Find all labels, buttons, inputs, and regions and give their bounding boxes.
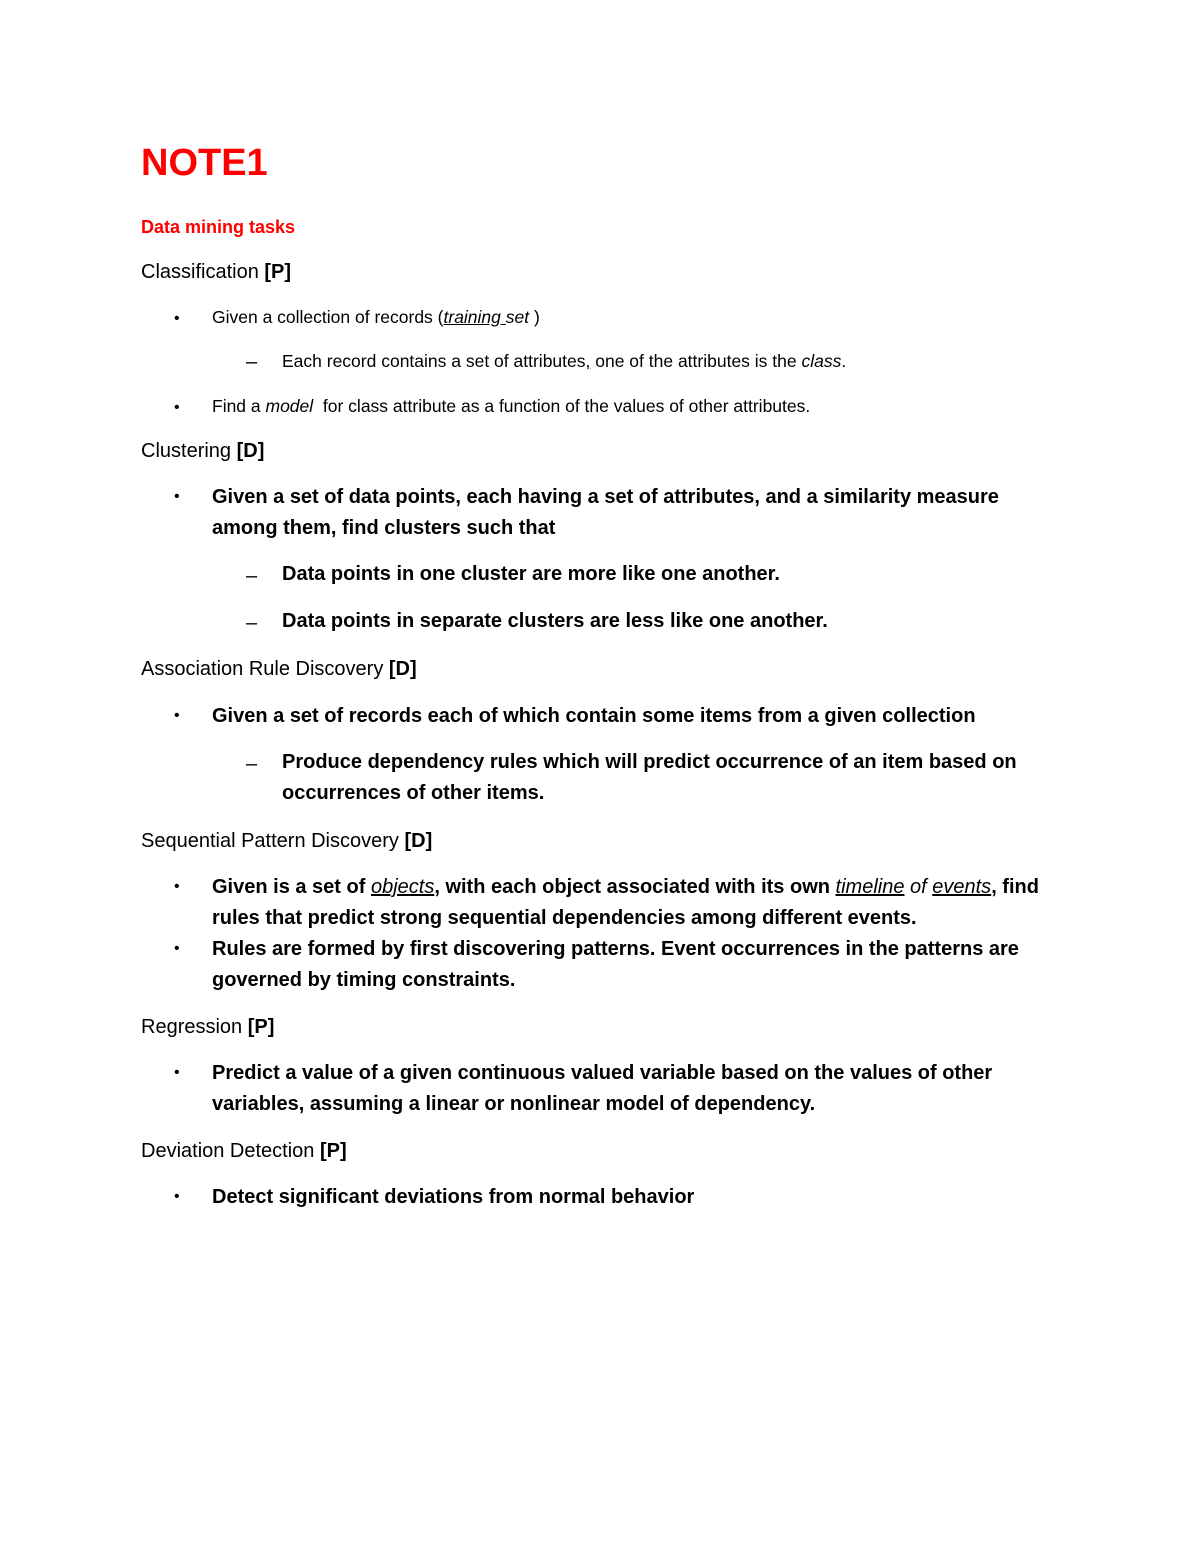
- section-heading-association: [141, 657, 417, 681]
- clustering-subbullet-1: Data points in one cluster are more like one another.: [282, 563, 780, 585]
- bullet-icon: •: [174, 940, 180, 957]
- text-run: ): [529, 307, 540, 327]
- text-run: Given is a set of: [212, 876, 371, 898]
- document-title: NOTE1: [141, 142, 268, 184]
- bullet-icon: •: [174, 1188, 180, 1205]
- text-run: one of the attributes is the: [590, 351, 802, 371]
- text-run: Given a collection of records (: [212, 307, 444, 327]
- bullet-icon: •: [174, 488, 180, 505]
- class-term: class: [801, 351, 842, 371]
- bullet-icon: •: [174, 707, 180, 724]
- text-run: .: [841, 351, 847, 371]
- clustering-bullet-1: Given a set of data points, each having a set of attributes, and a similarity measure among them, find clusters such that: [212, 486, 999, 539]
- deviation-bullet-1: Detect significant deviations from normal behavior: [212, 1186, 695, 1208]
- section-heading-clustering: [141, 439, 264, 463]
- heading-tag: [P]: [247, 1016, 275, 1038]
- classification-bullet-1: [212, 307, 540, 328]
- heading-text: Sequential Pattern Discovery: [141, 830, 399, 852]
- heading-tag: [D]: [236, 440, 265, 462]
- section-heading-sequential: [141, 829, 432, 853]
- regression-bullet-1: Predict a value of a given continuous valued variable based on the values of other variables, assuming a linear or nonlinear model of dependency.: [212, 1062, 993, 1115]
- section-heading-deviation: [141, 1139, 347, 1163]
- events-term: events: [932, 876, 992, 898]
- timeline-term: timeline: [835, 876, 905, 898]
- dash-icon: –: [246, 565, 258, 587]
- heading-tag: [D]: [388, 658, 417, 680]
- text-run: Find a: [212, 396, 266, 416]
- heading-text: Association Rule Discovery: [141, 658, 384, 680]
- model-term: model: [265, 396, 314, 416]
- classification-bullet-2: [212, 396, 810, 417]
- text-run: Each record contains a set of attributes: [282, 351, 586, 371]
- bullet-icon: •: [174, 1064, 180, 1081]
- text-run: , with each object associated with its own: [434, 876, 836, 898]
- heading-tag: [P]: [264, 261, 292, 283]
- sequential-bullet-1: [212, 872, 1072, 934]
- text-run: , find rules that predict strong sequential dependencies among different events.: [212, 876, 1039, 929]
- heading-text: Deviation Detection: [141, 1140, 315, 1162]
- heading-text: Classification: [141, 261, 259, 283]
- bullet-icon: •: [174, 310, 180, 327]
- heading-text: Clustering: [141, 440, 232, 462]
- text-run: for class attribute as a function of the values of other attributes.: [313, 396, 811, 416]
- section-heading-regression: [141, 1015, 274, 1039]
- classification-subbullet-1: [282, 351, 846, 372]
- of-term: of: [904, 876, 933, 898]
- objects-term: objects: [370, 876, 435, 898]
- association-bullet-1: Given a set of records each of which contain some items from a given collection: [212, 705, 976, 727]
- comma-mark: ,: [585, 351, 591, 371]
- section-heading-classification: [141, 260, 291, 284]
- document-subtitle: Data mining tasks: [141, 217, 296, 237]
- heading-tag: [D]: [404, 830, 433, 852]
- heading-tag: [P]: [320, 1140, 347, 1162]
- bullet-icon: •: [174, 878, 180, 895]
- dash-icon: –: [246, 612, 258, 634]
- training-term: training: [443, 307, 506, 327]
- sequential-bullet-2: Rules are formed by first discovering patterns. Event occurrences in the patterns are governed by timing constraints.: [212, 938, 1019, 991]
- set-term: set: [505, 307, 530, 327]
- dash-icon: –: [246, 351, 258, 373]
- clustering-subbullet-2: Data points in separate clusters are less like one another.: [282, 610, 828, 632]
- association-subbullet-1: Produce dependency rules which will predict occurrence of an item based on occurrences of other items.: [282, 751, 1017, 804]
- heading-text: Regression: [141, 1016, 243, 1038]
- bullet-icon: •: [174, 399, 180, 416]
- dash-icon: –: [246, 753, 258, 775]
